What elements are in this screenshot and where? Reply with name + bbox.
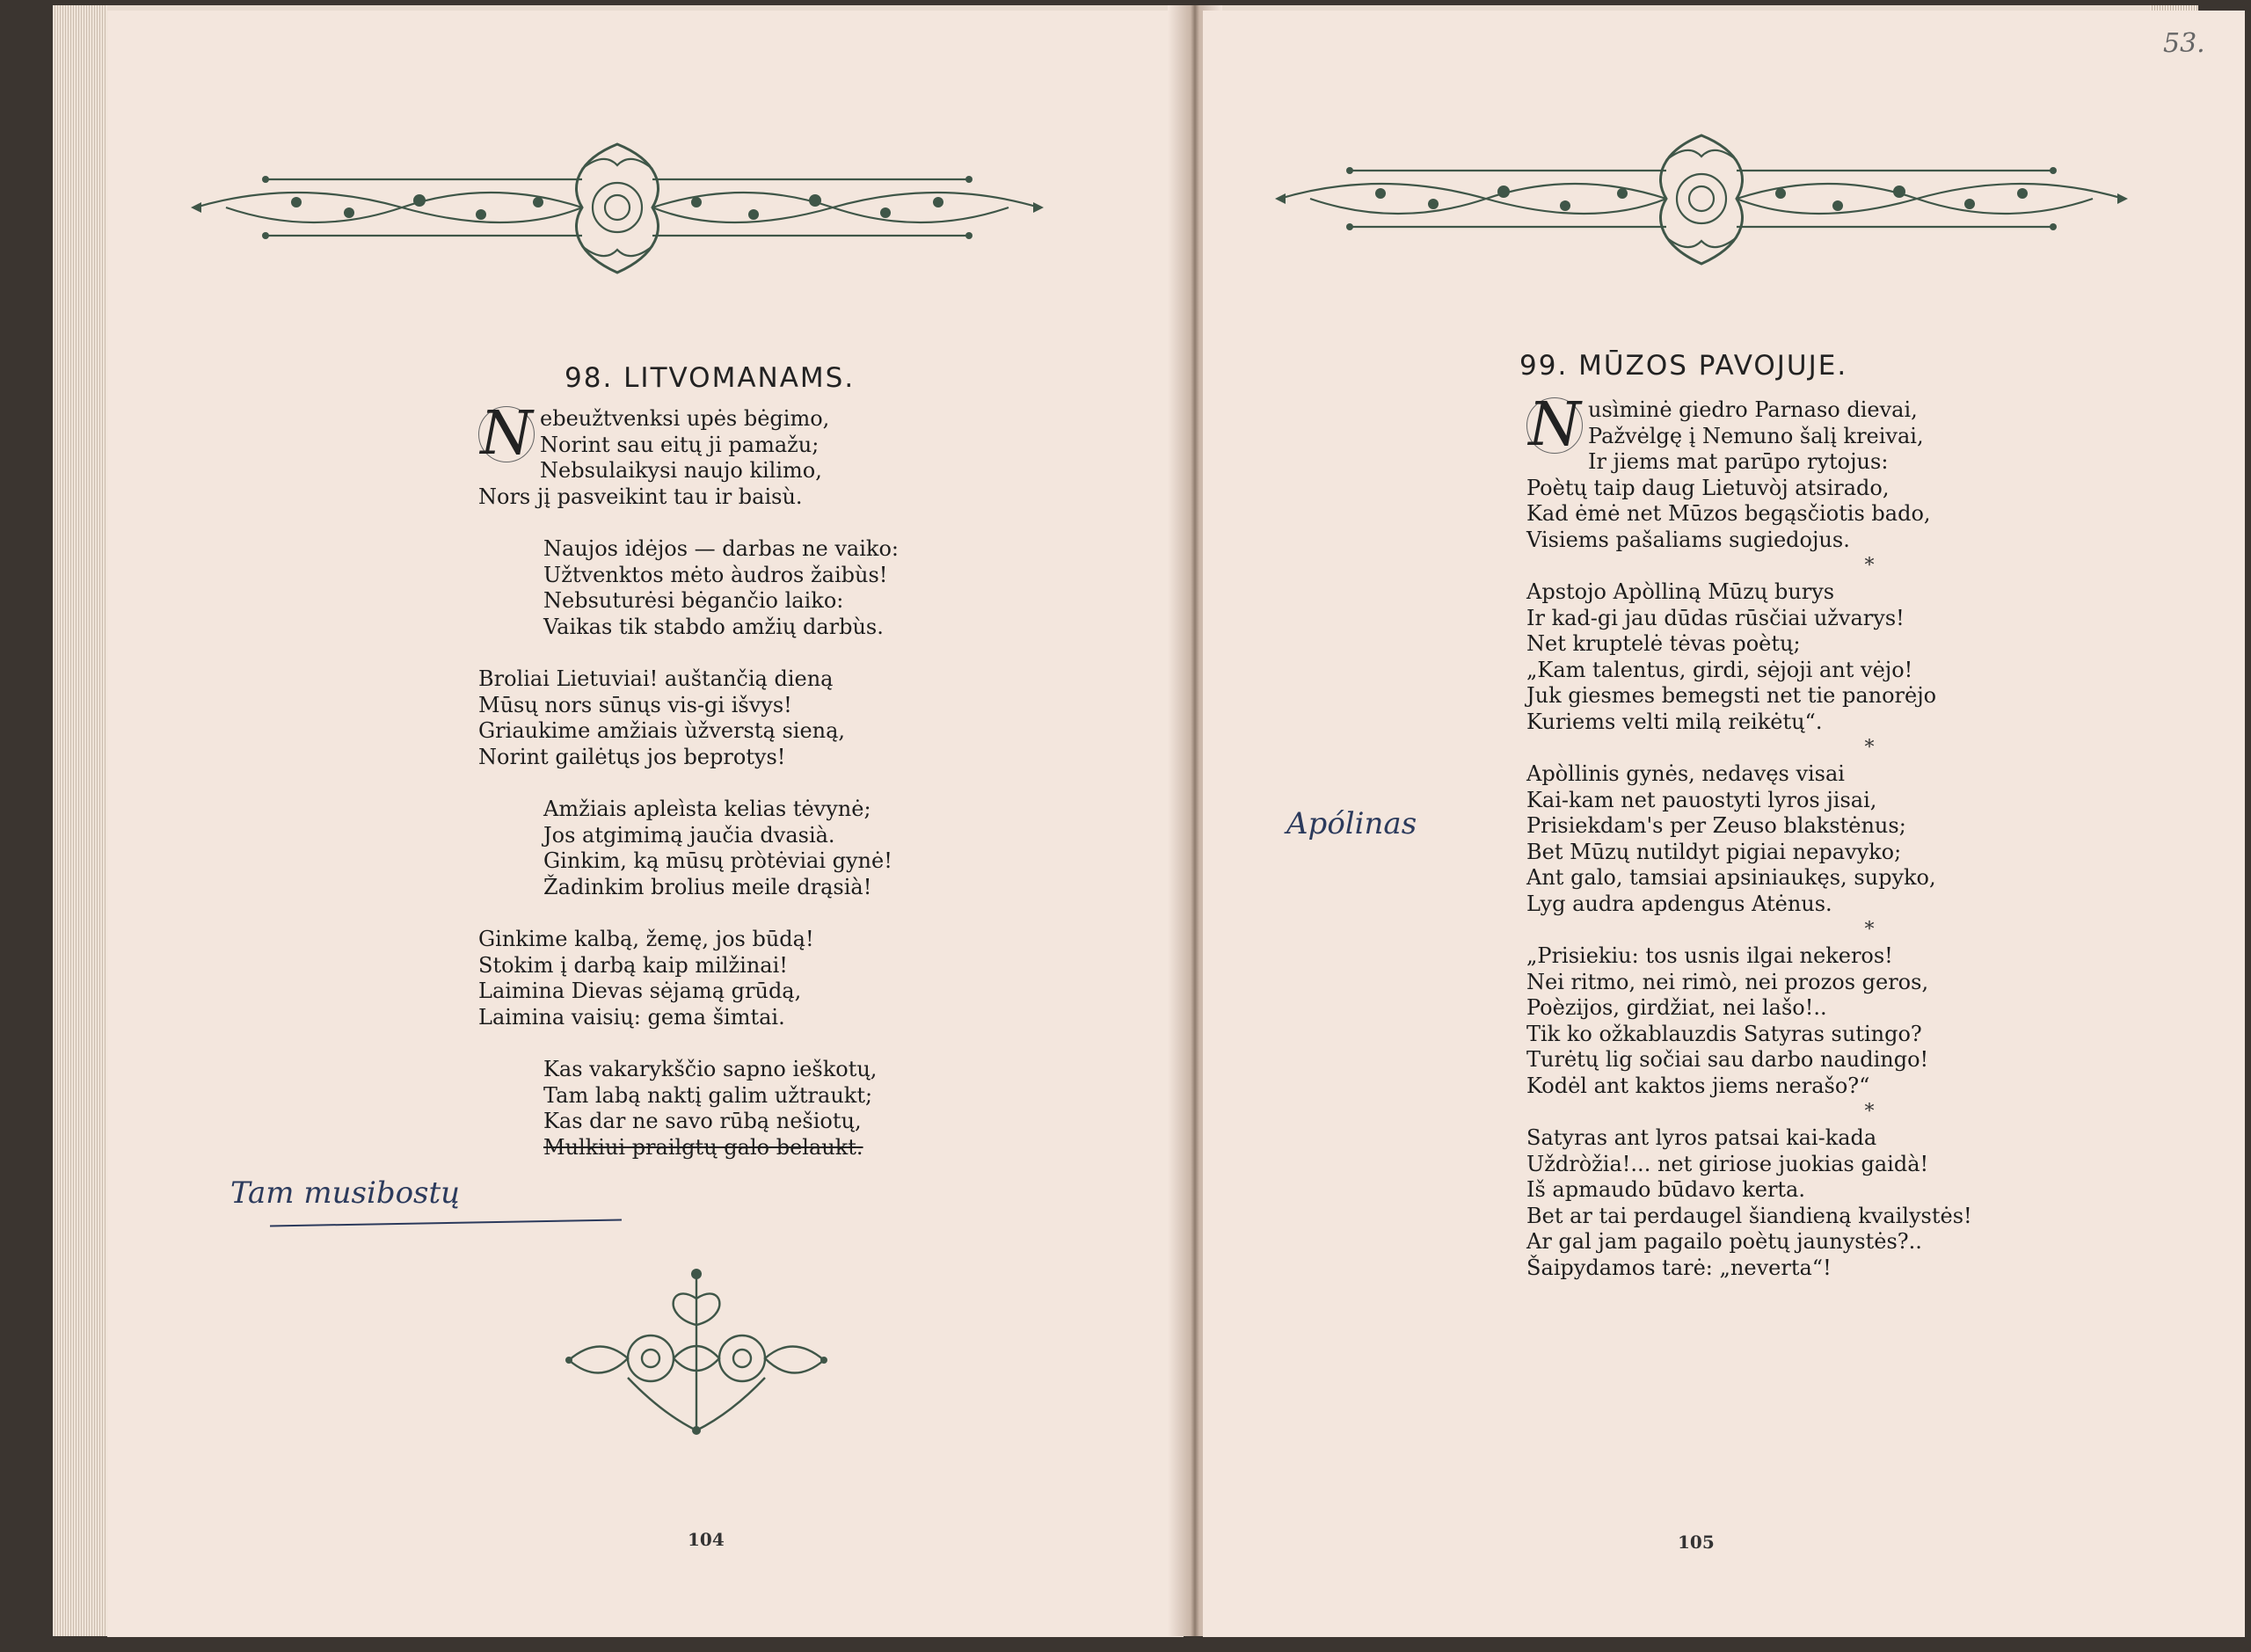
poem-body-right (1526, 390, 2212, 1281)
poem-line: Ar gal jam pagailo poètų jaunystės?.. (1526, 1229, 1922, 1254)
poem-line: Norint gailėtųs jos beprotys! (478, 744, 786, 769)
poem-line: Norint sau eitų ji pamažu; (540, 432, 820, 457)
poem-line: Nors jį pasveikint tau ir baisù. (478, 484, 803, 509)
poem-line: Net kruptelė tėvas poètų; (1526, 631, 1801, 656)
poem-line: Kas dar ne savo rūbą nešiotų, (543, 1109, 862, 1133)
poem-line: Naujos idėjos — darbas ne vaiko: (543, 536, 899, 561)
poem-line: Žadinkim brolius meile drąsià! (543, 874, 872, 899)
poem-line: Laimina vaisių: gema šimtai. (478, 1004, 785, 1030)
poem-line: Vaikas tik stabdo amžių darbùs. (543, 614, 884, 639)
poem-line: „Prisiekiu: tos usnis ilgai nekeros! (1526, 943, 1893, 968)
poem-line-struck: Mulkiui prailgtų galo belaukt. (543, 1134, 863, 1160)
handwritten-margin-note-right: Apólinas (1286, 806, 1417, 841)
poem-line: Nebsuturėsi bėgančio laiko: (543, 588, 844, 613)
poem-line: Bet Mūzų nutildyt pigiai nepavyko; (1526, 839, 1902, 864)
poem-title-right: 99. MŪZOS PAVOJUJE. (1519, 350, 1848, 382)
poem-line: Mūsų nors sūnųs vis-gi išvys! (478, 692, 792, 717)
poem-line: „Kam talentus, girdi, sėjoji ant vėjo! (1526, 657, 1913, 682)
poem-line: Ginkime kalbą, žemę, jos būdą! (478, 927, 814, 951)
poem-line: Poèzijos, girdžiat, nei lašo!.. (1526, 995, 1827, 1020)
poem-line: Ant galo, tamsiai apsiniaukęs, supyko, (1526, 865, 1936, 890)
stanza-separator: * (1864, 1101, 1875, 1123)
handwritten-margin-note-left: Tam musibostų (230, 1175, 461, 1211)
tail-ornament (565, 1263, 828, 1439)
page-number-right: 105 (1678, 1532, 1715, 1553)
poem-line: Kodėl ant kaktos jiems nerašo?“ (1526, 1073, 1870, 1098)
page-edges-left (53, 5, 107, 1636)
stanza-separator: * (1864, 919, 1875, 941)
poem-line: Pažvėlgę į Nemuno šalį kreivai, (1588, 423, 1924, 448)
poem-line: Apstojo Apòlliną Mūzų burys (1526, 579, 1835, 604)
poem-line: Ginkim, ką mūsų pròtėviai gynė! (543, 848, 892, 873)
poem-line: ebeužtvenksi upės bėgimo, (540, 406, 830, 431)
poem-line: Satyras ant lyros patsai kai-kada (1526, 1125, 1877, 1150)
poem-line: Laimina Dievas sėjamą grūdą, (478, 979, 802, 1003)
right-page (1203, 11, 2245, 1637)
left-page (107, 11, 1184, 1637)
poem-line: Juk giesmes bemegsti net tie panorėjo (1526, 683, 1937, 708)
poem-line: Tam labą naktį galim užtraukt; (543, 1082, 873, 1108)
poem-line: Stokim į darbą kaip milžinai! (478, 952, 788, 978)
poem-line: Užtvenktos mėto àudros žaibùs! (543, 562, 888, 587)
poem-line: Prisiekdam's per Zeuso blakstėnus; (1526, 813, 1906, 838)
poem-line: Uždròžia!... net giriose juokias gaidà! (1526, 1151, 1929, 1176)
poem-line: Poètų taip daug Lietuvòj atsirado, (1526, 475, 1890, 500)
stanza-separator: * (1864, 555, 1875, 577)
drop-cap-right: N (1526, 397, 1583, 454)
header-ornament-left (191, 134, 1044, 281)
handwritten-underline (270, 1219, 622, 1227)
poem-line: Kai-kam net pauostyti lyros jisai, (1526, 787, 1877, 812)
poem-body-left (478, 399, 1041, 1161)
poem-line: Tik ko ožkablauzdis Satyras sutingo? (1526, 1021, 1922, 1046)
drop-cap-left: N (478, 406, 535, 462)
poem-title-left: 98. LITVOMANAMS. (565, 362, 856, 394)
poem-line: usìminė giedro Parnaso dievai, (1588, 397, 1918, 422)
poem-line: Apòllinis gynės, nedavęs visai (1526, 761, 1845, 786)
poem-line: Nebsulaikysi naujo kilimo, (540, 458, 822, 483)
poem-line: Kas vakarykščio sapno ieškotų, (543, 1057, 878, 1081)
poem-line: Kad ėmė net Mūzos begąsčiotis bado, (1526, 501, 1931, 526)
corner-page-note: 53. (2163, 28, 2205, 59)
poem-line: Griaukime amžiais ùžverstą sieną, (478, 718, 846, 743)
poem-line: Ir jiems mat parūpo rytojus: (1588, 449, 1889, 474)
poem-line: Iš apmaudo būdavo kerta. (1526, 1177, 1805, 1202)
poem-line: Lyg audra apdengus Atėnus. (1526, 891, 1832, 916)
poem-line: Bet ar tai perdaugel šiandieną kvailystės! (1526, 1203, 1972, 1228)
poem-line: Amžiais apleìsta kelias tėvynė; (543, 797, 871, 821)
page-number-left: 104 (688, 1529, 725, 1550)
header-ornament-right (1275, 125, 2128, 273)
poem-line: Jos atgimimą jaučia dvasià. (543, 822, 835, 848)
book-spread (53, 5, 2205, 1636)
poem-line: Visiems pašaliams sugiedojus. (1526, 527, 1850, 552)
poem-line: Broliai Lietuviai! auštančią dieną (478, 666, 834, 691)
stanza-separator: * (1864, 737, 1875, 759)
poem-line: Nei ritmo, nei rimò, nei prozos geros, (1526, 969, 1929, 994)
poem-line: Šaipydamos tarė: „neverta“! (1526, 1255, 1832, 1280)
poem-line: Kuriems velti milą reikėtų“. (1526, 709, 1823, 734)
poem-line: Ir kad-gi jau dūdas rūsčiai užvarys! (1526, 605, 1905, 630)
poem-line: Turėtų lig sočiai sau darbo naudingo! (1526, 1047, 1929, 1072)
